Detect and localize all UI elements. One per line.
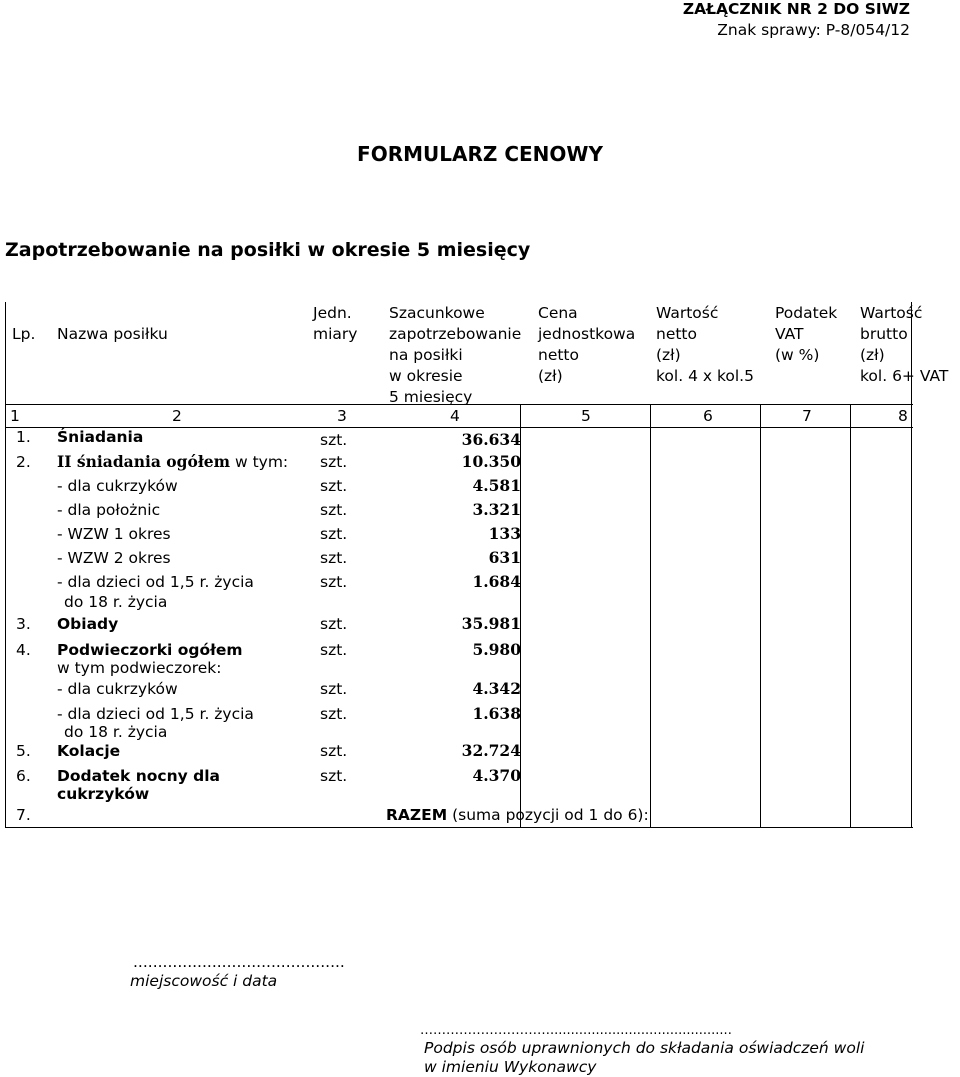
signature-label: Podpis osób uprawnionych do składania oświadczeń woli (424, 1039, 865, 1057)
col-number-6: 6 (703, 407, 713, 425)
col-header-vat: Podatek VAT (w %) (775, 304, 838, 364)
page-subtitle: Zapotrzebowanie na posiłki w okresie 5 miesięcy (5, 239, 531, 261)
attachment-label: ZAŁĄCZNIK NR 2 DO SIWZ (682, 0, 910, 18)
col-header-lp: Lp. (12, 325, 36, 343)
col-header-demand: Szacunkowe zapotrzebowanie na posiłki w okresie 5 miesięcy (389, 304, 522, 406)
page-title: FORMULARZ CENOWY (357, 142, 603, 166)
col-number-4: 4 (450, 407, 460, 425)
col-header-gross: Wartość brutto (zł) kol. 6+ VAT (860, 304, 949, 385)
signature-dots: …………………………............................................ (420, 1023, 732, 1038)
col-number-7: 7 (802, 407, 812, 425)
col-number-8: 8 (898, 407, 908, 425)
case-number: Znak sprawy: P-8/054/12 (717, 21, 910, 39)
place-date-label: miejscowość i data (130, 972, 278, 990)
col-header-price: Cena jednostkowa netto (zł) (538, 304, 636, 385)
col-number-2: 2 (172, 407, 182, 425)
col-number-3: 3 (337, 407, 347, 425)
col-header-net: Wartość netto (zł) kol. 4 x kol.5 (656, 304, 754, 385)
col-header-unit: Jedn. miary (313, 304, 358, 343)
signature-label-2: w imieniu Wykonawcy (424, 1058, 597, 1076)
col-number-1: 1 (10, 407, 20, 425)
col-number-5: 5 (581, 407, 591, 425)
place-date-dots: ........................................... (133, 953, 345, 971)
col-header-name: Nazwa posiłku (57, 325, 168, 343)
price-table: Lp. Nazwa posiłku Jedn. miary Szacunkowe zapotrzebowanie na posiłki w okresie 5 miesięcy Cena jednostkowa netto (zł) Wartość netto (zł) kol. 4 x kol.5 Podatek VAT (w %) Wartość brutto (zł) kol. 6+ VAT 1 2 3 4 5 6 7 8 1. Śniadania szt. 36.634 2. II śniadania ogółem w tym: szt. 10.350 - dla cukrzyków szt. 4.581 - dla położnic szt. 3.321 - WZW 1 okres szt. 133 - WZW 2 okres szt. 631 - dla dzieci od 1,5 r. życia do 18 r. życia szt. 1.684 3. Obiady szt. 35.981 4. Podwieczorki ogółem w tym podwieczorek: szt. 5.980 - dla cukrzyków szt. 4.342 - dla dzieci od 1,5 r. życia do 18 r. życia szt. 1.638 5. Kolacje szt. 32.724 6. Dodatek nocny dla cukrzyków szt. 4.370 7. RAZEM (suma pozycji od 1 do 6): (0, 0, 960, 1077)
